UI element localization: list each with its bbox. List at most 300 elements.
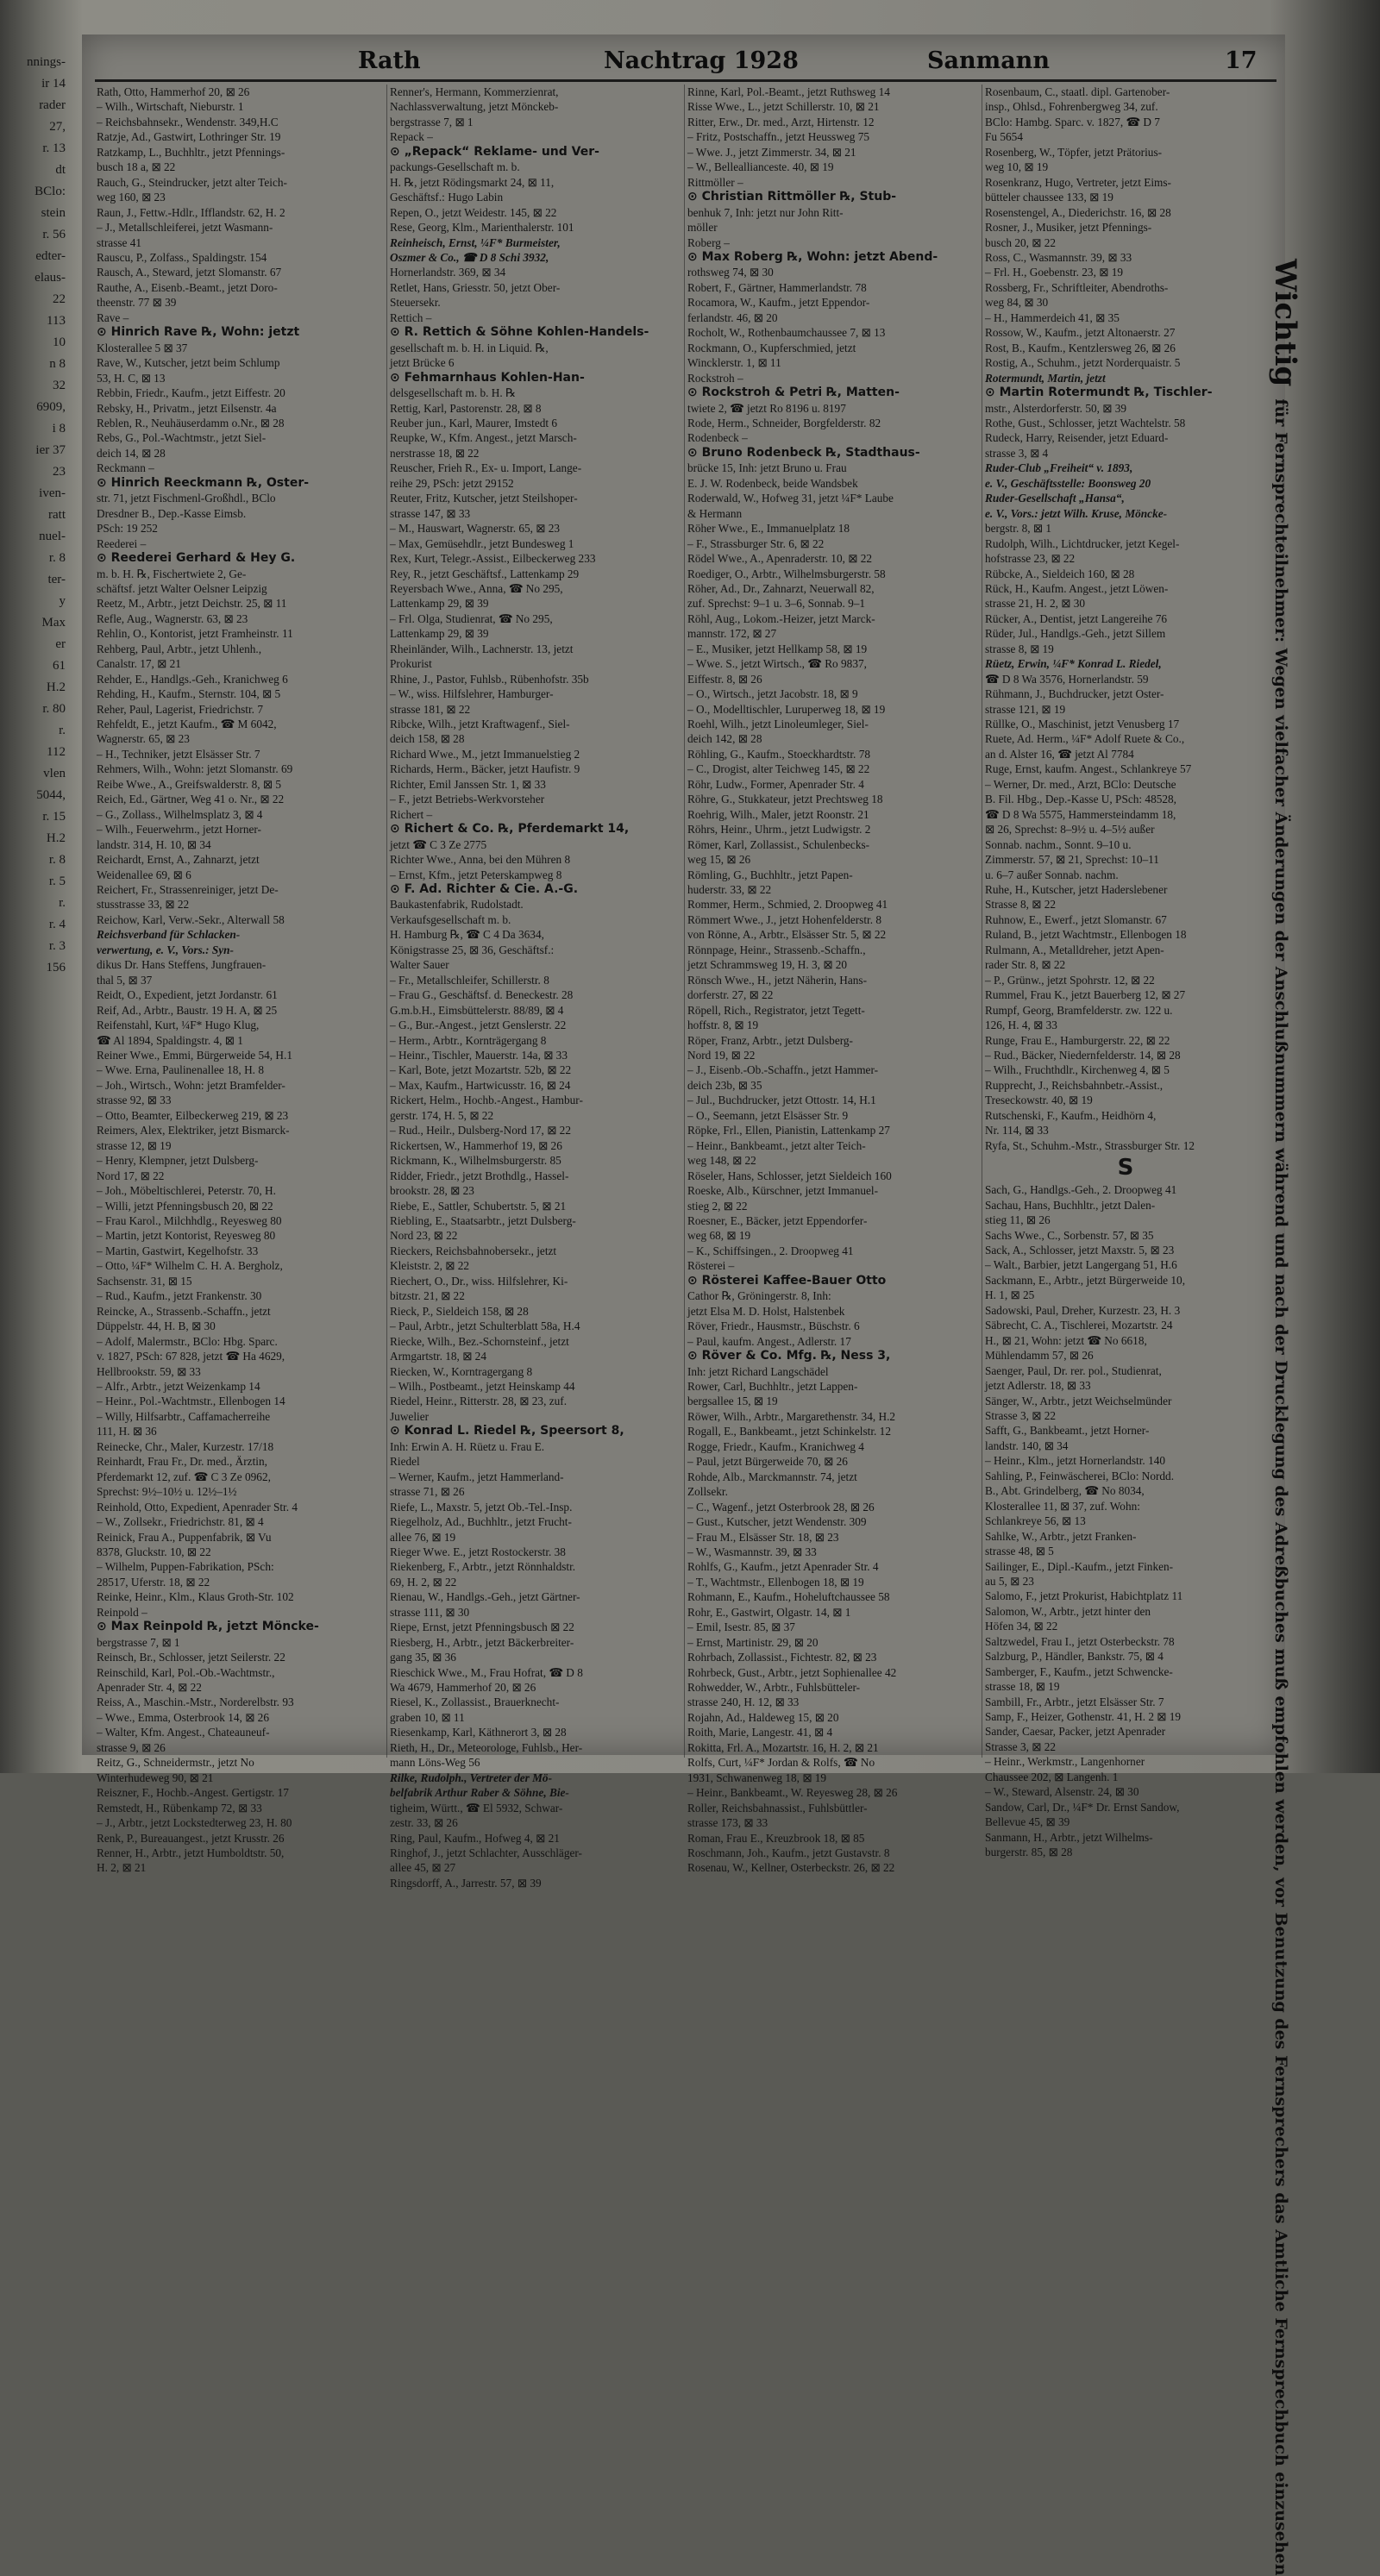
directory-entry-line: strasse 111, ⊠ 30: [390, 1605, 470, 1619]
directory-entry-line: Rath, Otto, Hammerhof 20, ⊠ 26: [97, 85, 250, 98]
directory-entry-line: ⊙ Hinrich Rave ℞, Wohn: jetzt: [97, 325, 300, 340]
column-divider: [684, 85, 685, 1758]
directory-entry-line: Rohrbach, Zollassist., Fichtestr. 82, ⊠ 23: [687, 1651, 877, 1664]
directory-entry-line: strasse 121, ⊠ 19: [985, 702, 1066, 716]
previous-page-fragment: y: [59, 594, 66, 608]
directory-entry-line: Rüder, Jul., Handlgs.-Geh., jetzt Sillem: [985, 627, 1166, 641]
directory-entry-line: Rittmöller –: [687, 175, 743, 189]
directory-entry-line: Sänger, W., Arbtr., jetzt Weichselmünder: [985, 1394, 1172, 1407]
directory-entry-line: – J., Arbtr., jetzt Lockstedterweg 23, H. 80: [97, 1816, 292, 1830]
directory-entry-line: Reinecke, Chr., Maler, Kurzestr. 17/18: [97, 1439, 274, 1453]
directory-entry-line: Rausch, A., Steward, jetzt Slomanstr. 67: [97, 266, 282, 279]
directory-entry-line: 69, H. 2, ⊠ 22: [390, 1575, 457, 1589]
directory-entry-line: weg 84, ⊠ 30: [985, 296, 1049, 310]
directory-entry-line: Reher, Paul, Lagerist, Friedrichstr. 7: [97, 702, 263, 716]
header-title: Nachtrag 1928: [604, 47, 799, 74]
directory-entry-line: stieg 2, ⊠ 22: [687, 1199, 748, 1213]
directory-entry-line: weg 68, ⊠ 19: [687, 1229, 751, 1243]
directory-entry-line: – P., Grünw., jetzt Spohrstr. 12, ⊠ 22: [985, 973, 1155, 987]
directory-entry-line: Reibe Wwe., A., Greifswalderstr. 8, ⊠ 5: [97, 777, 281, 791]
directory-entry-line: Reyersbach Wwe., Anna, ☎ No 295,: [390, 581, 563, 595]
directory-entry-line: thal 5, ⊠ 37: [97, 973, 153, 987]
directory-entry-line: Ringhof, J., jetzt Schlachter, Ausschläger-: [390, 1846, 582, 1860]
directory-entry-line: ferlandstr. 46, ⊠ 20: [687, 310, 778, 324]
directory-entry-line: Rüetz, Erwin, ¼F* Konrad L. Riedel,: [985, 657, 1162, 671]
directory-entry-line: Rosenau, W., Kellner, Osterbeckstr. 26, ⊠ 22: [687, 1861, 895, 1875]
directory-entry-line: Reif, Ad., Arbtr., Baustr. 19 H. A, ⊠ 25: [97, 1003, 278, 1017]
directory-entry-line: von Rönne, A., Arbtr., Elsässer Str. 5, ⊠ 22: [687, 928, 887, 942]
directory-entry-line: – Alfr., Arbtr., jetzt Weizenkamp 14: [97, 1379, 260, 1393]
directory-entry-line: – Gust., Kutscher, jetzt Wendenstr. 309: [687, 1515, 867, 1529]
directory-entry-line: – Max, Kaufm., Hartwicusstr. 16, ⊠ 24: [390, 1078, 571, 1092]
previous-page-fragment: dt: [55, 163, 66, 177]
directory-entry-line: Rockmann, O., Kupferschmied, jetzt: [687, 341, 856, 354]
directory-entry-line: Ratzkamp, L., Buchhltr., jetzt Pfennings-: [97, 145, 285, 159]
directory-entry-line: Röhre, G., Stukkateur, jetzt Prechtsweg 18: [687, 793, 883, 806]
side-notice-title: Wichtig: [1268, 259, 1302, 387]
directory-entry-line: – G., Bur.-Angest., jetzt Genslerstr. 22: [390, 1018, 567, 1032]
directory-entry-line: strasse 71, ⊠ 26: [390, 1485, 465, 1499]
directory-entry-line: Rohwedder, W., Arbtr., Fuhlsbütteler-: [687, 1681, 861, 1695]
directory-entry-line: Röseler, Hans, Schlosser, jetzt Sieldeich 160: [687, 1169, 892, 1182]
directory-entry-line: 126, H. 4, ⊠ 33: [985, 1018, 1057, 1032]
directory-entry-line: ⊙ Bruno Rodenbeck ℞, Stadthaus-: [687, 445, 920, 460]
directory-entry-line: – Willi, jetzt Pfenningsbusch 20, ⊠ 22: [97, 1199, 273, 1213]
previous-page-fragment: r.: [59, 724, 66, 737]
directory-entry-line: e. V., Geschäftsstelle: Boonsweg 20: [985, 476, 1151, 490]
directory-entry-line: Roehl, Wilh., jetzt Linoleumleger, Siel-: [687, 718, 869, 731]
directory-entry-line: Fu 5654: [985, 130, 1023, 144]
previous-page-fragment: 156: [46, 961, 66, 975]
directory-entry-line: – Max, Gemüsehdlr., jetzt Bundesweg 1: [390, 536, 574, 550]
directory-entry-line: Rühmann, J., Buchdrucker, jetzt Oster-: [985, 687, 1164, 701]
directory-entry-line: 53, H. C, ⊠ 13: [97, 371, 166, 385]
directory-entry-line: Refle, Aug., Wagnerstr. 63, ⊠ 23: [97, 611, 248, 625]
column-divider: [386, 85, 387, 1758]
directory-entry-line: PSch: 19 252: [97, 522, 158, 536]
directory-entry-line: Rommer, Herm., Schmied, 2. Droopweg 41: [687, 898, 888, 912]
directory-entry-line: Rehmers, Wilh., Wohn: jetzt Slomanstr. 69: [97, 762, 293, 776]
directory-entry-line: Rettig, Karl, Pastorenstr. 28, ⊠ 8: [390, 401, 542, 415]
directory-entry-line: gesellschaft m. b. H. in Liquid. ℞,: [390, 341, 549, 354]
directory-entry-line: Ruete, Ad. Herm., ¼F* Adolf Ruete & Co.,: [985, 732, 1185, 746]
directory-entry-line: Rex, Kurt, Telegr.-Assist., Eilbeckerweg 233: [390, 552, 596, 566]
directory-entry-line: BClo: Hambg. Sparc. v. 1827, ☎ D 7: [985, 115, 1160, 128]
previous-page-edge: [0, 52, 69, 1690]
directory-entry-line: Rieth, H., Dr., Meteorologe, Fuhlsb., Her-: [390, 1740, 583, 1754]
directory-entry-line: Repen, O., jetzt Weidestr. 145, ⊠ 22: [390, 205, 557, 219]
directory-entry-line: Rolfs, Curt, ¼F* Jordan & Rolfs, ☎ No: [687, 1756, 875, 1770]
directory-entry-line: strasse 9, ⊠ 26: [97, 1740, 166, 1754]
directory-entry-line: Richard Wwe., M., jetzt Immanuelstieg 2: [390, 747, 580, 761]
directory-entry-line: bergstr. 8, ⊠ 1: [985, 522, 1052, 536]
directory-entry-line: m. b. H. ℞, Fischertwiete 2, Ge-: [97, 567, 247, 580]
directory-entry-line: Saenger, Paul, Dr. rer. pol., Studienrat,: [985, 1363, 1162, 1377]
previous-page-fragment: elaus-: [34, 271, 66, 285]
side-notice: [1268, 259, 1302, 2576]
directory-entry-line: – Fr., Metallschleifer, Schillerstr. 8: [390, 973, 549, 987]
previous-page-fragment: r. 15: [42, 810, 66, 824]
directory-entry-line: – W., wiss. Hilfslehrer, Hamburger-: [390, 687, 554, 701]
directory-entry-line: jetzt ☎ C 3 Ze 2775: [390, 837, 487, 851]
directory-entry-line: H. 1, ⊠ 25: [985, 1288, 1035, 1302]
previous-page-fragment: er: [55, 637, 66, 651]
directory-entry-line: Ross, C., Wasmannstr. 39, ⊠ 33: [985, 250, 1132, 264]
directory-entry-line: Lattenkamp 29, ⊠ 39: [390, 627, 489, 641]
header-left-name: Rath: [358, 47, 421, 74]
directory-entry-line: – Heinr., Bankbeamt., jetzt alter Teich-: [687, 1138, 866, 1152]
directory-entry-line: Reiner Wwe., Emmi, Bürgerweide 54, H.1: [97, 1049, 292, 1062]
directory-entry-line: Pferdemarkt 12, zuf. ☎ C 3 Ze 0962,: [97, 1470, 271, 1483]
directory-entry-line: landstr. 314, H. 10, ⊠ 34: [97, 837, 211, 851]
directory-entry-line: – Heinr., Pol.-Wachtmstr., Ellenbogen 14: [97, 1395, 285, 1408]
directory-entry-line: ⊙ Christian Rittmöller ℞, Stub-: [687, 190, 897, 204]
directory-entry-line: – Rud., Kaufm., jetzt Frankenstr. 30: [97, 1289, 262, 1303]
directory-entry-line: – W., Steward, Alsenstr. 24, ⊠ 30: [985, 1785, 1139, 1799]
directory-entry-line: strasse 12, ⊠ 19: [97, 1138, 172, 1152]
directory-entry-line: – Walt., Barbier, jetzt Langergang 51, H.6: [985, 1258, 1177, 1272]
previous-page-fragment: 112: [47, 745, 66, 759]
directory-entry-line: Rösterei –: [687, 1259, 735, 1273]
directory-entry-line: Reinke, Heinr., Klm., Klaus Groth-Str. 102: [97, 1590, 294, 1604]
directory-entry-line: Rockstroh –: [687, 371, 743, 385]
directory-entry-line: Rohde, Alb., Marckmannstr. 74, jetzt: [687, 1470, 857, 1483]
directory-entry-line: – Rud., Heilr., Dulsberg-Nord 17, ⊠ 22: [390, 1124, 571, 1138]
directory-entry-line: Ruland, B., jetzt Wachtmstr., Ellenbogen 18: [985, 928, 1187, 942]
directory-entry-line: Roderwald, W., Hofweg 31, jetzt ¼F* Laube: [687, 492, 894, 505]
directory-entry-line: Roeske, Alb., Kürschner, jetzt Immanuel-: [687, 1184, 879, 1198]
directory-entry-line: insp., Ohlsd., Fohrenbergweg 34, zuf.: [985, 100, 1158, 114]
directory-entry-line: – Paul, Arbtr., jetzt Schulterblatt 58a, H.4: [390, 1319, 580, 1333]
directory-entry-line: Rebsky, H., Privatm., jetzt Eilsenstr. 4a: [97, 401, 277, 415]
directory-entry-line: landstr. 140, ⊠ 34: [985, 1438, 1069, 1452]
directory-entry-line: Reichsverband für Schlacken-: [97, 928, 241, 942]
previous-page-fragment: vlen: [43, 767, 66, 780]
directory-entry-line: H., ⊠ 21, Wohn: jetzt ☎ No 6618,: [985, 1333, 1147, 1347]
directory-entry-line: Nr. 114, ⊠ 33: [985, 1124, 1049, 1138]
previous-page-fragment: 5044,: [36, 788, 66, 802]
previous-page-fragment: rader: [39, 98, 66, 112]
directory-entry-line: Roller, Reichsbahnassist., Fuhlsbüttler-: [687, 1801, 868, 1814]
directory-entry-line: bergstrasse 7, ⊠ 1: [97, 1635, 180, 1649]
directory-entry-line: Ringsdorff, A., Jarrestr. 57, ⊠ 39: [390, 1876, 542, 1890]
directory-entry-line: Ribcke, Wilh., jetzt Kraftwagenf., Siel-: [390, 718, 570, 731]
directory-entry-line: Weidenallee 69, ⊠ 6: [97, 868, 191, 881]
directory-entry-line: Rumpf, Georg, Bramfelderstr. zw. 122 u.: [985, 1003, 1173, 1017]
directory-entry-line: Riechert, O., Dr., wiss. Hilfslehrer, Ki-: [390, 1274, 568, 1288]
directory-entry-line: ☎ Al 1894, Spaldingstr. 4, ⊠ 1: [97, 1033, 243, 1047]
previous-page-fragment: BClo:: [34, 185, 66, 198]
directory-entry-line: Roith, Marie, Langestr. 41, ⊠ 4: [687, 1726, 833, 1739]
directory-entry-line: H. Hamburg ℞, ☎ C 4 Da 3634,: [390, 928, 544, 942]
directory-entry-line: – O., Modelltischler, Luruperweg 18, ⊠ 19: [687, 702, 886, 716]
directory-entry-line: – Henry, Klempner, jetzt Dulsberg-: [97, 1154, 259, 1168]
directory-entry-line: – Martin, jetzt Kontorist, Reyesweg 80: [97, 1229, 276, 1243]
directory-entry-line: – Joh., Wirtsch., Wohn: jetzt Bramfelder-: [97, 1078, 285, 1092]
directory-entry-line: ⊙ Richert & Co. ℞, Pferdemarkt 14,: [390, 822, 630, 837]
directory-entry-line: ⊙ Rösterei Kaffee-Bauer Otto: [687, 1273, 887, 1288]
directory-entry-line: deich 158, ⊠ 28: [390, 732, 465, 746]
previous-page-fragment: stein: [41, 206, 66, 220]
directory-entry-line: Höfen 34, ⊠ 22: [985, 1620, 1058, 1633]
directory-entry-line: Römling, G., Buchhltr., jetzt Papen-: [687, 868, 853, 881]
directory-entry-line: Reinhardt, Frau Fr., Dr. med., Ärztin,: [97, 1455, 267, 1469]
directory-entry-line: nerstrasse 18, ⊠ 22: [390, 446, 480, 460]
directory-entry-line: Riebe, E., Sattler, Schubertstr. 5, ⊠ 21: [390, 1199, 567, 1213]
directory-entry-line: Rickmann, K., Wilhelmsburgerstr. 85: [390, 1154, 561, 1168]
directory-entry-line: Reinschild, Karl, Pol.-Ob.-Wachtmstr.,: [97, 1665, 275, 1679]
directory-entry-line: Rieschick Wwe., M., Frau Hofrat, ☎ D 8: [390, 1665, 583, 1679]
directory-entry-line: H. 2, ⊠ 21: [97, 1861, 147, 1875]
directory-entry-line: Sprechst: 9½–10½ u. 12½–1½: [97, 1485, 237, 1499]
directory-entry-line: Roediger, O., Arbtr., Wilhelmsburgerstr. 58: [687, 567, 886, 580]
directory-entry-line: – F., Strassburger Str. 6, ⊠ 22: [687, 536, 825, 550]
directory-entry-line: v. 1827, PSch: 67 828, jetzt ☎ Ha 4629,: [97, 1350, 285, 1363]
directory-entry-line: Riedel: [390, 1455, 420, 1469]
directory-entry-line: Sailinger, E., Dipl.-Kaufm., jetzt Finken-: [985, 1559, 1174, 1573]
directory-entry-line: belfabrik Arthur Raber & Söhne, Bie-: [390, 1786, 569, 1800]
directory-entry-line: Richter Wwe., Anna, bei den Mühren 8: [390, 853, 571, 867]
directory-entry-line: Rehding, H., Kaufm., Sternstr. 104, ⊠ 5: [97, 687, 281, 701]
directory-entry-line: Samp, F., Heizer, Gothenstr. 41, H. 2 ⊠ 19: [985, 1710, 1182, 1724]
directory-entry-line: Sanmann, H., Arbtr., jetzt Wilhelms-: [985, 1830, 1153, 1844]
directory-entry-line: jetzt Schrammsweg 19, H. 3, ⊠ 20: [687, 958, 848, 972]
directory-entry-line: Rücker, A., Dentist, jetzt Langereihe 76: [985, 611, 1168, 625]
directory-entry-line: – Wwe. J., jetzt Zimmerstr. 34, ⊠ 21: [687, 145, 856, 159]
directory-entry-line: Rauthe, A., Eisenb.-Beamt., jetzt Doro-: [97, 280, 278, 294]
directory-entry-line: – Frl. H., Goebenstr. 23, ⊠ 19: [985, 266, 1123, 279]
directory-entry-line: Rickertsen, W., Hammerhof 19, ⊠ 26: [390, 1138, 562, 1152]
directory-entry-line: Rocamora, W., Kaufm., jetzt Eppendor-: [687, 296, 870, 310]
directory-entry-line: jetzt Adlerstr. 18, ⊠ 33: [985, 1379, 1091, 1393]
directory-entry-line: Sahling, P., Feinwäscherei, BClo: Nordd.: [985, 1469, 1175, 1482]
previous-page-fragment: 6909,: [36, 400, 66, 414]
directory-entry-line: – K., Schiffsingen., 2. Droopweg 41: [687, 1244, 854, 1257]
directory-entry-line: strasse 173, ⊠ 33: [687, 1816, 768, 1830]
directory-entry-line: 28517, Uferstr. 18, ⊠ 22: [97, 1575, 210, 1589]
directory-entry-line: Strasse 8, ⊠ 22: [985, 898, 1057, 912]
directory-entry-line: Rauscu, P., Zolfass., Spaldingstr. 154: [97, 250, 267, 264]
directory-entry-line: Rieck, P., Sieldeich 158, ⊠ 28: [390, 1304, 529, 1318]
directory-column-3: [687, 85, 979, 1875]
directory-entry-line: Reincke, A., Strassenb.-Schaffn., jetzt: [97, 1304, 271, 1318]
directory-entry-line: delsgesellschaft m. b. H. ℞: [390, 386, 516, 400]
directory-entry-line: Röhr, Ludw., Former, Apenrader Str. 4: [687, 777, 864, 791]
directory-entry-line: Rokitta, Frl. A., Mozartstr. 16, H. 2, ⊠ 21: [687, 1740, 879, 1754]
directory-entry-line: Röhrs, Heinr., Uhrm., jetzt Ludwigstr. 2: [687, 823, 871, 837]
directory-entry-line: Richards, Herm., Bäcker, jetzt Haufistr. 9: [390, 762, 580, 776]
directory-entry-line: strasse 92, ⊠ 33: [97, 1094, 172, 1107]
directory-entry-line: Zimmerstr. 57, ⊠ 21, Sprechst: 10–11: [985, 853, 1159, 867]
directory-entry-line: 111, H. ⊠ 36: [97, 1425, 157, 1438]
directory-entry-line: – Wilhelm, Puppen-Fabrikation, PSch:: [97, 1560, 274, 1574]
directory-entry-line: tigheim, Württ., ☎ El 5932, Schwar-: [390, 1801, 563, 1814]
directory-entry-line: Rost, B., Kaufm., Kentzlersweg 26, ⊠ 26: [985, 341, 1176, 354]
previous-page-fragment: iven-: [39, 486, 66, 500]
previous-page-fragment: r. 5: [48, 874, 66, 888]
directory-entry-line: – Frau G., Geschäftsf. d. Beneckestr. 28: [390, 988, 574, 1002]
directory-entry-line: Reetz, M., Arbtr., jetzt Deichstr. 25, ⊠ 11: [97, 597, 287, 611]
directory-entry-line: Rhine, J., Pastor, Fuhlsb., Rübenhofstr. 35b: [390, 672, 589, 686]
directory-entry-line: ⊙ Rockstroh & Petri ℞, Matten-: [687, 385, 900, 400]
directory-entry-line: Hellbrookstr. 59, ⊠ 33: [97, 1364, 201, 1378]
directory-entry-line: Rehlin, O., Kontorist, jetzt Framheinstr. 11: [97, 627, 293, 641]
directory-entry-line: – J., Metallschleiferei, jetzt Wasmann-: [97, 221, 273, 235]
directory-entry-line: Reinsch, Br., Schlosser, jetzt Seilerstr. 22: [97, 1651, 285, 1664]
directory-entry-line: Sandow, Carl, Dr., ¼F* Dr. Ernst Sandow,: [985, 1800, 1180, 1814]
directory-entry-line: Ridder, Friedr., jetzt Brothdlg., Hassel-: [390, 1169, 569, 1182]
directory-entry-line: Riedel, Heinr., Ritterstr. 28, ⊠ 23, zuf.: [390, 1395, 568, 1408]
directory-entry-line: Riesel, K., Zollassist., Brauerknecht-: [390, 1695, 560, 1709]
directory-entry-line: jetzt Brücke 6: [390, 356, 455, 370]
directory-entry-line: Richert –: [390, 807, 433, 821]
directory-entry-line: Steuersekr.: [390, 296, 441, 310]
previous-page-fragment: 32: [53, 379, 66, 392]
directory-entry-line: Rogge, Friedr., Kaufm., Kranichweg 4: [687, 1439, 864, 1453]
directory-entry-line: Lattenkamp 29, ⊠ 39: [390, 597, 489, 611]
previous-page-fragment: 27,: [49, 120, 66, 134]
directory-entry-line: Reederei –: [97, 536, 147, 550]
directory-entry-line: Roschmann, Joh., Kaufm., jetzt Gustavstr. 8: [687, 1846, 890, 1860]
directory-entry-line: Rickert, Helm., Hochb.-Angest., Hambur-: [390, 1094, 583, 1107]
directory-entry-line: deich 14, ⊠ 28: [97, 446, 166, 460]
directory-entry-line: strasse 8, ⊠ 19: [985, 642, 1054, 655]
directory-entry-line: Rese, Georg, Klm., Marienthalerstr. 101: [390, 221, 574, 235]
directory-entry-line: Verkaufsgesellschaft m. b.: [390, 912, 511, 926]
directory-entry-line: Riepe, Ernst, jetzt Pfenningsbusch ⊠ 22: [390, 1620, 574, 1634]
directory-entry-line: Repack –: [390, 130, 433, 144]
directory-entry-line: Römmert Wwe., J., jetzt Hohenfelderstr. 8: [687, 912, 882, 926]
directory-entry-line: Röhl, Aug., Lokom.-Heizer, jetzt Marck-: [687, 611, 875, 625]
directory-column-1: [97, 85, 383, 1875]
header-rule: [95, 79, 1276, 82]
directory-entry-line: Retlet, Hans, Griesstr. 50, jetzt Ober-: [390, 280, 561, 294]
directory-entry-line: graben 10, ⊠ 11: [390, 1710, 465, 1724]
previous-page-fragment: r.: [59, 896, 66, 910]
directory-entry-line: Winterhudeweg 90, ⊠ 21: [97, 1771, 214, 1784]
directory-entry-line: gang 35, ⊠ 36: [390, 1651, 456, 1664]
directory-entry-line: Rosenberg, W., Töpfer, jetzt Prätorius-: [985, 145, 1163, 159]
directory-entry-line: strasse 21, H. 2, ⊠ 30: [985, 597, 1086, 611]
directory-entry-line: – O., Wirtsch., jetzt Jacobstr. 18, ⊠ 9: [687, 687, 858, 701]
directory-entry-line: deich 142, ⊠ 28: [687, 732, 762, 746]
directory-entry-line: Zollsekr.: [687, 1485, 728, 1499]
directory-entry-line: Schlankreye 56, ⊠ 13: [985, 1514, 1086, 1528]
directory-entry-line: Armgartstr. 18, ⊠ 24: [390, 1350, 486, 1363]
directory-entry-line: – Heinr., Bankbeamt., W. Reyesweg 28, ⊠ 26: [687, 1786, 898, 1800]
directory-entry-line: Rübcke, A., Sieldeich 160, ⊠ 28: [985, 567, 1135, 580]
directory-entry-line: Reinpold –: [97, 1605, 147, 1619]
directory-entry-line: Rostig, A., Schuhm., jetzt Norderquaistr. 5: [985, 356, 1181, 370]
previous-page-fragment: r. 8: [48, 853, 66, 867]
directory-entry-line: weg 160, ⊠ 23: [97, 191, 166, 204]
directory-entry-line: verwertung, e. V., Vors.: Syn-: [97, 943, 234, 956]
directory-entry-line: deich 23b, ⊠ 35: [687, 1078, 762, 1092]
directory-entry-line: – Paul, kaufm. Angest., Adlerstr. 17: [687, 1334, 851, 1348]
directory-entry-line: Inh: jetzt Richard Langschädel: [687, 1364, 829, 1378]
header-right-name: Sanmann: [927, 47, 1050, 74]
directory-entry-line: Röhling, G., Kaufm., Stoeckhardtstr. 78: [687, 747, 870, 761]
directory-entry-line: – Joh., Möbeltischlerei, Peterstr. 70, H.: [97, 1184, 276, 1198]
directory-entry-line: Rosenstengel, A., Diederichstr. 16, ⊠ 28: [985, 205, 1171, 219]
directory-entry-line: Rohrbeck, Gust., Arbtr., jetzt Sophienallee 42: [687, 1665, 897, 1679]
directory-entry-line: Eiffestr. 8, ⊠ 26: [687, 672, 762, 686]
directory-entry-line: – Ernst, Kfm., jetzt Peterskampweg 8: [390, 868, 562, 881]
directory-entry-line: Dresdner B., Dep.-Kasse Eimsb.: [97, 506, 247, 520]
directory-entry-line: Riesberg, H., Arbtr., jetzt Bäckerbreiter-: [390, 1635, 574, 1649]
directory-entry-line: Samberger, F., Kaufm., jetzt Schwencke-: [985, 1664, 1173, 1678]
directory-entry-line: – Otto, Beamter, Eilbeckerweg 219, ⊠ 23: [97, 1108, 289, 1122]
previous-page-fragment: r. 13: [42, 141, 66, 155]
directory-entry-line: dikus Dr. Hans Steffens, Jungfrauen-: [97, 958, 267, 972]
directory-entry-line: – Karl, Bote, jetzt Mozartstr. 52b, ⊠ 22: [390, 1063, 572, 1077]
directory-entry-line: allee 76, ⊠ 19: [390, 1530, 456, 1544]
directory-entry-line: bütteler chaussee 133, ⊠ 19: [985, 191, 1113, 204]
directory-entry-line: Düppelstr. 44, H. B, ⊠ 30: [97, 1319, 216, 1333]
directory-entry-line: Röher Wwe., E., Immanuelplatz 18: [687, 522, 850, 536]
directory-entry-line: Klosterallee 11, ⊠ 37, zuf. Wohn:: [985, 1499, 1140, 1513]
directory-entry-line: – Frau M., Elsässer Str. 18, ⊠ 23: [687, 1530, 839, 1544]
directory-entry-line: – C., Wagenf., jetzt Osterbrook 28, ⊠ 26: [687, 1500, 875, 1514]
directory-entry-line: Reimers, Alex, Elektriker, jetzt Bismarck-: [97, 1124, 290, 1138]
previous-page-fragment: 10: [53, 335, 66, 349]
directory-entry-line: Roesner, E., Bäcker, jetzt Eppendorfer-: [687, 1213, 868, 1227]
directory-entry-line: – H., Techniker, jetzt Elsässer Str. 7: [97, 747, 260, 761]
directory-entry-line: Apenrader Str. 4, ⊠ 22: [97, 1681, 202, 1695]
directory-entry-line: Rummel, Frau K., jetzt Bauerberg 12, ⊠ 27: [985, 988, 1186, 1002]
directory-entry-line: – M., Hauswart, Wagnerstr. 65, ⊠ 23: [390, 522, 561, 536]
directory-entry-line: Reupke, W., Kfm. Angest., jetzt Marsch-: [390, 431, 577, 445]
directory-entry-line: Reinick, Frau A., Puppenfabrik, ⊠ Vu: [97, 1530, 272, 1544]
directory-entry-line: Reckmann –: [97, 461, 154, 475]
directory-entry-line: G.m.b.H., Eimsbüttelerstr. 88/89, ⊠ 4: [390, 1003, 564, 1017]
directory-entry-line: an d. Alster 16, ☎ jetzt Al 7784: [985, 747, 1134, 761]
directory-entry-line: Rey, R., jetzt Geschäftsf., Lattenkamp 29: [390, 567, 580, 580]
directory-entry-line: Rothe, Gust., Schlosser, jetzt Wachtelstr. 58: [985, 416, 1186, 429]
directory-entry-line: Röver, Friedr., Hausmstr., Büschstr. 6: [687, 1319, 860, 1333]
directory-entry-line: zuf. Sprechst: 9–1 u. 3–6, Sonnab. 9–1: [687, 597, 866, 611]
directory-entry-line: – W., Zollsekr., Friedrichstr. 81, ⊠ 4: [97, 1515, 264, 1529]
directory-entry-line: Rönsch Wwe., H., jetzt Näherin, Hans-: [687, 973, 868, 987]
directory-entry-line: Reiszner, F., Hochb.-Angest. Gertigstr. 17: [97, 1786, 289, 1800]
directory-entry-line: Königstrasse 25, ⊠ 36, Geschäftsf.:: [390, 943, 555, 956]
previous-page-fragment: ratt: [48, 508, 66, 522]
directory-entry-line: Säbrecht, C. A., Tischlerei, Mozartstr. 24: [985, 1319, 1173, 1332]
directory-entry-line: Safft, G., Bankbeamt., jetzt Horner-: [985, 1424, 1150, 1438]
directory-entry-line: Sack, A., Schlosser, jetzt Maxstr. 5, ⊠ 23: [985, 1243, 1175, 1257]
directory-entry-line: Riebling, E., Staatsarbtr., jetzt Dulsberg-: [390, 1213, 576, 1227]
directory-entry-line: Reuber jun., Karl, Maurer, Imstedt 6: [390, 416, 558, 429]
directory-entry-line: brücke 15, Inh: jetzt Bruno u. Frau: [687, 461, 847, 475]
directory-entry-line: – Walter, Kfm. Angest., Chateauneuf-: [97, 1726, 270, 1739]
directory-entry-line: – Ernst, Martinistr. 29, ⊠ 20: [687, 1635, 819, 1649]
directory-entry-line: Rohlfs, G., Kaufm., jetzt Apenrader Str. 4: [687, 1560, 879, 1574]
directory-entry-line: Roman, Frau E., Kreuzbrook 18, ⊠ 85: [687, 1831, 865, 1845]
directory-entry-line: Rogall, E., Bankbeamt., jetzt Schinkelstr. 12: [687, 1425, 891, 1438]
directory-entry-line: B. Fil. Hbg., Dep.-Kasse U, PSch: 48528,: [985, 793, 1176, 806]
directory-entry-line: Rehder, E., Handlgs.-Geh., Kranichweg 6: [97, 672, 288, 686]
directory-entry-line: Wincklerstr. 1, ⊠ 11: [687, 356, 781, 370]
directory-entry-line: str. 71, jetzt Fischmenl-Großhdl., BClo: [97, 492, 276, 505]
directory-entry-line: Reichert, Fr., Strassenreiniger, jetzt De-: [97, 883, 279, 897]
directory-entry-line: Reich, Ed., Gärtner, Weg 41 o. Nr., ⊠ 22: [97, 793, 285, 806]
directory-entry-line: Reitz, G., Schneidermstr., jetzt No: [97, 1756, 254, 1770]
directory-entry-line: Rossberg, Fr., Schriftleiter, Abendroths-: [985, 280, 1169, 294]
directory-entry-line: Rudolph, Wilh., Lichtdrucker, jetzt Kegel-: [985, 536, 1180, 550]
side-notice-text: für Fernsprechteilnehmer: Wegen vielfacher Änderungen der Anschlußnummern während und nach der Drucklegung des Adreßbuches muß empfohlen werden, vor Benutzung des Fernsprechers das Amtliche Fernsprechbuch einzusehen: [1271, 398, 1290, 2576]
directory-entry-line: Röpell, Rich., Registrator, jetzt Tegett-: [687, 1003, 865, 1017]
directory-entry-line: Kleiststr. 2, ⊠ 22: [390, 1259, 470, 1273]
